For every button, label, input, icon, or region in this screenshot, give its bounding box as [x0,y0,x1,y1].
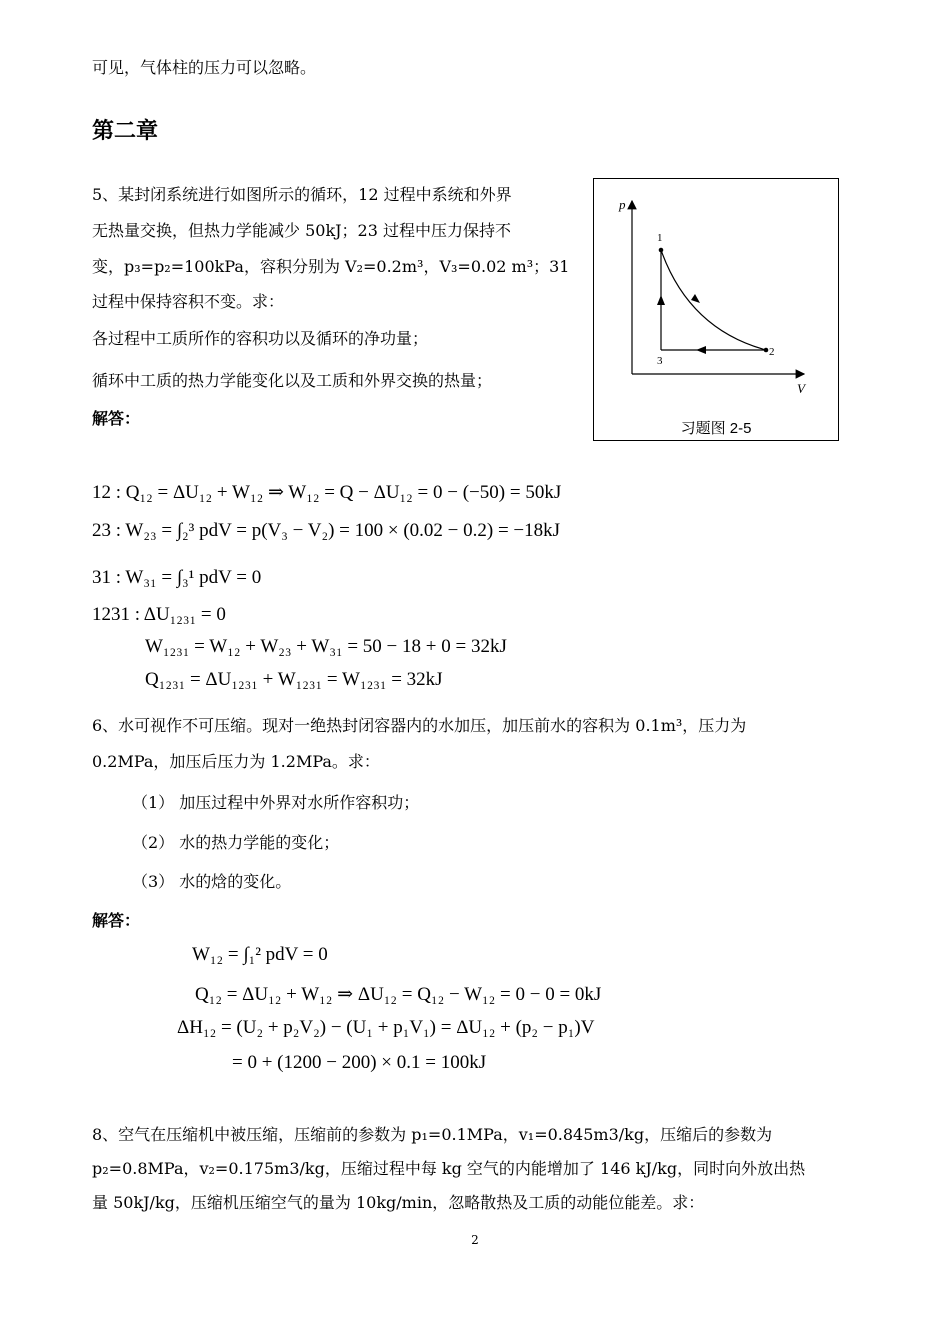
eq6-line-1: W₁₂ = ∫₁² pdV = 0 [192,944,328,965]
problem-8-line-3: 量 50kJ/kg，压缩机压缩空气的量为 10kg/min，忽略散热及工质的动能位能差。求： [92,1193,705,1212]
point-1-label: 1 [657,232,663,244]
chapter-title: 第二章 [92,119,159,144]
process-1-2-curve [661,250,766,350]
problem-5-question-1: 各过程中工质所作的容积功以及循环的净功量； [92,329,429,348]
page-number: 2 [471,1233,479,1247]
problem-5-line-3: 变，p₃=p₂=100kPa，容积分别为 V₂=0.2m³，V₃=0.02 m³；31 [92,257,570,276]
problem-6-line-2: 0.2MPa，加压后压力为 1.2MPa。求： [92,752,380,771]
figure-2-5 [593,178,839,441]
problem-5-question-2: 循环中工质的热力学能变化以及工质和外界交换的热量； [92,371,493,390]
state-point-1 [659,248,664,253]
eq5-line-6: Q₁₂₃₁ = ΔU₁₂₃₁ + W₁₂₃₁ = W₁₂₃₁ = 32kJ [145,669,443,690]
pv-diagram [594,179,838,440]
problem-5-line-2: 无热量交换，但热力学能减少 50kJ；23 过程中压力保持不 [92,221,512,240]
process-1-2-arrow [691,294,700,303]
problem-8-line-1: 8、空气在压缩机中被压缩，压缩前的参数为 p₁=0.1MPa，v₁=0.845m3/kg，压缩后的参数为 [92,1125,773,1144]
eq6-line-3: ΔH₁₂ = (U₂ + p₂V₂) − (U₁ + p₁V₁) = ΔU₁₂ + (p₂ − p₁)V [177,1017,595,1038]
figure-caption: 习题图 2-5 [680,420,752,437]
eq5-line-3: 31 : W₃₁ = ∫₃¹ pdV = 0 [92,567,262,588]
eq6-line-2: Q₁₂ = ΔU₁₂ + W₁₂ ⇒ ΔU₁₂ = Q₁₂ − W₁₂ = 0 − 0 = 0kJ [195,984,602,1005]
eq6-line-4: = 0 + (1200 − 200) × 0.1 = 100kJ [232,1052,487,1073]
intro-sentence: 可见，气体柱的压力可以忽略。 [92,58,317,77]
v-axis-label: V [797,381,805,396]
problem-6-item-2: （2） 水的热力学能的变化； [132,833,340,852]
problem-6-item-1: （1） 加压过程中外界对水所作容积功； [132,793,420,812]
eq5-line-5: W₁₂₃₁ = W₁₂ + W₂₃ + W₃₁ = 50 − 18 + 0 = 32kJ [145,636,507,657]
problem-6-item-3: （3） 水的焓的变化。 [132,872,292,891]
problem-8-line-2: p₂=0.8MPa，v₂=0.175m3/kg，压缩过程中每 kg 空气的内能增加了 146 kJ/kg，同时向外放出热 [92,1159,806,1178]
eq5-line-2: 23 : W₂₃ = ∫₂³ pdV = p(V₃ − V₂) = 100 × (0.02 − 0.2) = −18kJ [92,520,561,541]
point-2-label: 2 [769,346,775,358]
p-axis-label: p [619,197,626,212]
eq5-line-4: 1231 : ΔU₁₂₃₁ = 0 [92,604,226,625]
problem-5-line-4: 过程中保持容积不变。求： [92,292,285,311]
point-3-label: 3 [657,355,663,367]
problem-6-line-1: 6、水可视作不可压缩。现对一绝热封闭容器内的水加压，加压前水的容积为 0.1m³，压力为 [92,716,747,735]
process-3-1-arrow [657,295,665,305]
problem-5-answer-label: 解答： [92,409,141,428]
problem-6-answer-label: 解答： [92,911,141,930]
problem-5-line-1: 5、某封闭系统进行如图所示的循环，12 过程中系统和外界 [92,185,512,204]
eq5-line-1: 12 : Q₁₂ = ΔU₁₂ + W₁₂ ⇒ W₁₂ = Q − ΔU₁₂ = 0 − (−50) = 50kJ [92,482,562,503]
state-point-2 [764,348,769,353]
process-2-3-arrow [696,346,706,354]
